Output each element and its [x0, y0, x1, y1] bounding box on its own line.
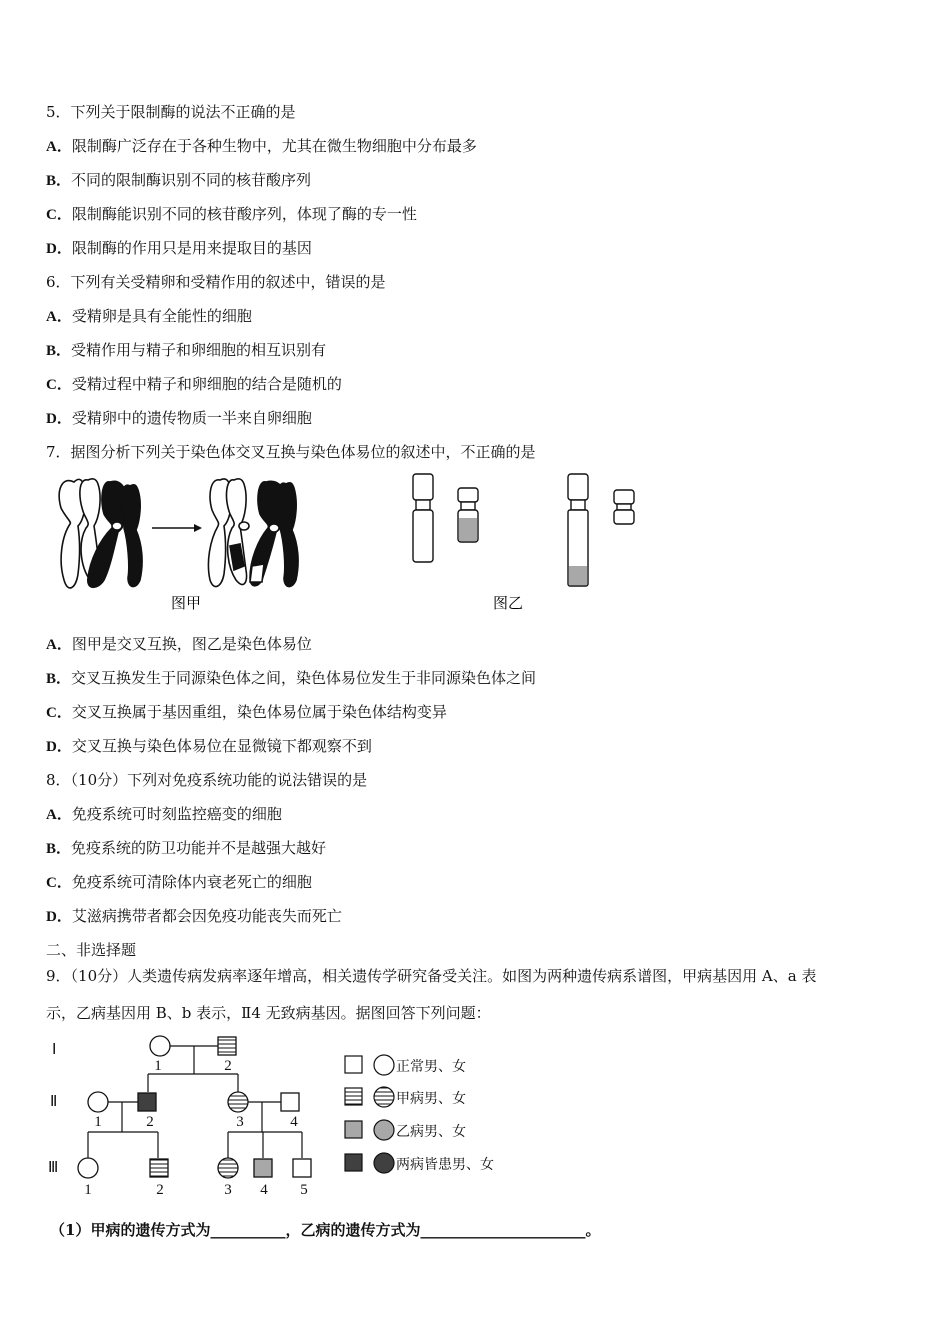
option-text: 限制酶的作用只是用来提取目的基因: [71, 239, 312, 257]
option-text: 免疫系统的防卫功能并不是越强大越好: [71, 839, 327, 857]
chromosome-short-after: [614, 490, 634, 524]
option-text: 受精作用与精子和卵细胞的相互识别有: [71, 341, 327, 359]
q9-stem-line2: 示，乙病基因用 B、b 表示，Ⅱ4 无致病基因。据图回答下列问题：: [46, 1004, 491, 1022]
legend-disease-a-male: [345, 1088, 362, 1105]
q8-stem: 8．（10分）下列对免疫系统功能的说法错误的是: [46, 771, 368, 789]
generation-label-2: Ⅱ: [50, 1094, 58, 1110]
gen1-num-2: 2: [224, 1058, 232, 1074]
legend-label-disease-a: 甲病男、女: [396, 1091, 466, 1107]
option-letter: A．: [46, 637, 72, 653]
gen1-male-2-disease-a: [218, 1037, 236, 1055]
option-text: 限制酶能识别不同的核苷酸序列，体现了酶的专一性: [71, 205, 417, 223]
section-heading: 二、非选择题: [46, 941, 137, 959]
option-text: 交叉互换属于基因重组，染色体易位属于染色体结构变异: [71, 703, 447, 721]
legend-normal-male: [345, 1056, 362, 1073]
option-text: 免疫系统可时刻监控癌变的细胞: [71, 805, 282, 823]
legend-normal-female: [374, 1055, 394, 1075]
q6-option-d: [46, 408, 312, 429]
gen3-num-4: 4: [260, 1182, 268, 1198]
q5-option-d: [46, 238, 312, 259]
q7-option-c: [46, 702, 447, 723]
gen2-male-2-both: [138, 1093, 156, 1111]
option-text: 限制酶广泛存在于各种生物中，尤其在微生物细胞中分布最多: [71, 137, 477, 155]
sub-text-2: ，乙病的遗传方式为: [285, 1221, 421, 1239]
chromosome-long-after: [568, 474, 588, 586]
option-letter: D．: [46, 739, 72, 755]
option-letter: B．: [46, 173, 72, 189]
q7-option-d: [46, 736, 372, 757]
option-letter: B．: [46, 671, 72, 687]
legend-label-normal: 正常男、女: [396, 1059, 466, 1075]
gen2-male-4-normal: [281, 1093, 299, 1111]
legend-both-female: [374, 1153, 394, 1173]
gen3-num-1: 1: [84, 1182, 92, 1198]
option-letter: D．: [46, 241, 72, 257]
option-text: 图甲是交叉互换，图乙是染色体易位: [71, 635, 312, 653]
gen2-num-1: 1: [94, 1114, 102, 1130]
gen2-num-3: 3: [236, 1114, 244, 1130]
answer-blank-2[interactable]: ______________________: [420, 1221, 586, 1239]
q8-option-c: [46, 872, 312, 893]
gen1-female-1-normal: [150, 1036, 170, 1056]
option-text: 受精卵中的遗传物质一半来自卵细胞: [71, 409, 312, 427]
generation-label-1: Ⅰ: [52, 1042, 57, 1058]
generation-label-3: Ⅲ: [48, 1160, 59, 1176]
gen2-num-2: 2: [146, 1114, 154, 1130]
sub-label: （1）: [50, 1221, 91, 1239]
q6-option-c: [46, 374, 342, 395]
option-letter: A．: [46, 139, 72, 155]
option-text: 艾滋病携带者都会因免疫功能丧失而死亡: [71, 907, 342, 925]
gen3-female-1-normal: [78, 1158, 98, 1178]
gen1-num-1: 1: [154, 1058, 162, 1074]
option-text: 受精卵是具有全能性的细胞: [71, 307, 252, 325]
option-text: 交叉互换与染色体易位在显微镜下都观察不到: [71, 737, 372, 755]
q6-stem: 6．下列有关受精卵和受精作用的叙述中，错误的是: [46, 273, 386, 291]
chromosome-short-before: [458, 488, 478, 542]
legend-both-male: [345, 1154, 362, 1171]
option-letter: A．: [46, 807, 72, 823]
gen3-num-2: 2: [156, 1182, 164, 1198]
chromosome-long-before: [413, 474, 433, 562]
option-letter: C．: [46, 207, 72, 223]
pedigree-legend: [340, 1050, 540, 1180]
pedigree-lines: [88, 1046, 302, 1158]
legend-label-disease-b: 乙病男、女: [396, 1124, 466, 1140]
q5-option-a: [46, 136, 477, 157]
q6-option-b: [46, 340, 326, 361]
option-text: 受精过程中精子和卵细胞的结合是随机的: [71, 375, 342, 393]
gen2-female-3-disease-a: [228, 1092, 248, 1112]
gen3-male-2-disease-a: [150, 1159, 168, 1177]
option-letter: C．: [46, 377, 72, 393]
chromosome-pair-before: [59, 479, 142, 588]
option-text: 交叉互换发生于同源染色体之间，染色体易位发生于非同源染色体之间: [71, 669, 537, 687]
figure-translocation: [400, 470, 650, 615]
legend-disease-b-female: [374, 1120, 394, 1140]
gen3-num-5: 5: [300, 1182, 308, 1198]
option-letter: D．: [46, 411, 72, 427]
q8-option-a: [46, 804, 282, 825]
legend-label-both: 两病皆患男、女: [396, 1157, 494, 1173]
q6-option-a: [46, 306, 252, 327]
gen2-num-4: 4: [290, 1114, 298, 1130]
gen3-male-5-normal: [293, 1159, 311, 1177]
q5-stem: 5．下列关于限制酶的说法不正确的是: [46, 103, 296, 121]
option-letter: C．: [46, 705, 72, 721]
option-letter: B．: [46, 841, 72, 857]
figure-crossover: [44, 470, 364, 615]
gen3-female-3-disease-a: [218, 1158, 238, 1178]
figure-b-caption: 图乙: [492, 594, 524, 612]
q9-subquestion-1: [50, 1220, 600, 1240]
answer-blank-1[interactable]: __________: [210, 1221, 286, 1239]
q8-option-d: [46, 906, 342, 927]
sub-end: 。: [585, 1221, 601, 1239]
sub-text-1: 甲病的遗传方式为: [90, 1221, 211, 1239]
option-letter: D．: [46, 909, 72, 925]
q7-stem: 7．据图分析下列关于染色体交叉互换与染色体易位的叙述中，不正确的是: [46, 443, 536, 461]
chromosome-pair-after: [208, 479, 298, 587]
option-text: 免疫系统可清除体内衰老死亡的细胞: [71, 873, 312, 891]
q5-option-c: [46, 204, 417, 225]
legend-disease-b-male: [345, 1121, 362, 1138]
q5-option-b: [46, 170, 311, 191]
pedigree-chart: [40, 1030, 340, 1205]
q9-stem-line1: 9．（10分）人类遗传病发病率逐年增高，相关遗传学研究备受关注。如图为两种遗传病系谱图，甲病基因用 A、a 表: [46, 967, 817, 985]
gen3-num-3: 3: [224, 1182, 232, 1198]
q7-option-b: [46, 668, 536, 689]
option-letter: C．: [46, 875, 72, 891]
gen2-female-1-normal: [88, 1092, 108, 1112]
arrow-right: [152, 524, 202, 532]
option-letter: A．: [46, 309, 72, 325]
figure-a-caption: 图甲: [170, 594, 202, 612]
q7-option-a: [46, 634, 312, 655]
q8-option-b: [46, 838, 326, 859]
legend-disease-a-female: [374, 1087, 394, 1107]
option-text: 不同的限制酶识别不同的核苷酸序列: [71, 171, 312, 189]
gen3-male-4-disease-b: [254, 1159, 272, 1177]
option-letter: B．: [46, 343, 72, 359]
